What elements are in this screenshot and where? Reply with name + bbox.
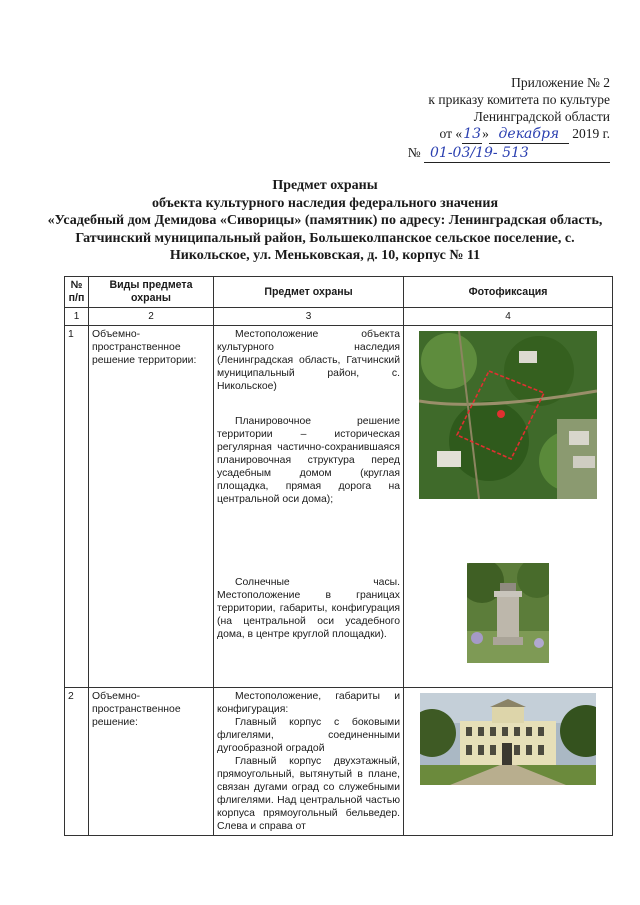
table-header-row (65, 277, 613, 308)
row-subject (214, 326, 404, 688)
table-row (65, 688, 613, 836)
header-photo: Фотофиксация (404, 277, 613, 308)
col-index: 1 (65, 308, 89, 326)
title-line-1: Предмет охраны (272, 178, 378, 193)
table-row (65, 326, 613, 688)
sundial-photo (467, 563, 549, 663)
date-year: 2019 г. (572, 126, 610, 141)
appendix-line-2: к приказу комитета по культуре (428, 92, 610, 107)
column-index-row (65, 308, 613, 326)
subject-paragraph: Местоположение объекта культурного наследия (Ленинградская область, Гатчинский муниципальный район, с. Никольское) (217, 329, 400, 392)
row-kind: Объемно-пространственное решение территории: (89, 326, 214, 688)
col-index: 4 (404, 308, 613, 326)
row-photos (404, 326, 613, 688)
manor-house-photo (420, 693, 596, 785)
appendix-line-1: Приложение № 2 (511, 75, 610, 90)
appendix-date (350, 125, 610, 144)
aerial-photo (419, 331, 597, 499)
date-mid: » (482, 126, 489, 141)
header-number: № п/п (65, 277, 89, 308)
row-photos (404, 688, 613, 836)
title-line-3: «Усадебный дом Демидова «Сиворицы» (памятник) по адресу: Ленинградская область, Гатчинский муниципальный район, Большеколпанское сельское поселение, с. Никольское, ул. Меньковская, д. 10, корпус № 11 (47, 213, 603, 263)
header-subject: Предмет охраны (214, 277, 404, 308)
row-number: 2 (65, 688, 89, 836)
date-month: декабря (489, 126, 569, 144)
appendix-number (350, 144, 610, 163)
number-prefix: № (407, 145, 421, 160)
subject-paragraph: Планировочное решение территории – историческая регулярная частично-сохранившаяся планировочная структура перед усадебным домом (круглая площадка, прямая дорога на центральной оси дома); (217, 416, 400, 505)
subject-paragraph: Местоположение, габариты и конфигурация: (217, 691, 400, 715)
protection-subject-table (64, 276, 613, 836)
subject-paragraph: Главный корпус двухэтажный, прямоугольный, вытянутый в плане, связан дугами оград со служебными флигелями. Над центральной частью корпуса прямоугольный бельведер. Слева и справа от (217, 756, 400, 832)
subject-paragraph: Солнечные часы. Местоположение в границах территории, габариты, конфигурация (на центральной оси усадебного дома, в центре круглой площадки). (217, 577, 400, 640)
date-prefix: от « (439, 126, 463, 141)
date-day: 13 (463, 126, 482, 142)
subject-paragraph: Главный корпус с боковыми флигелями, соединенными дугообразной оградой (217, 717, 400, 754)
appendix-block (350, 74, 610, 163)
number-value: 01-03/19- 513 (424, 145, 610, 163)
row-number: 1 (65, 326, 89, 688)
col-index: 2 (89, 308, 214, 326)
title-line-2: объекта культурного наследия федерального значения (151, 195, 499, 211)
col-index: 3 (214, 308, 404, 326)
row-subject (214, 688, 404, 836)
document-title (40, 177, 610, 265)
row-kind: Объемно-пространственное решение: (89, 688, 214, 836)
header-kind: Виды предмета охраны (89, 277, 214, 308)
appendix-line-3: Ленинградской области (473, 109, 610, 124)
